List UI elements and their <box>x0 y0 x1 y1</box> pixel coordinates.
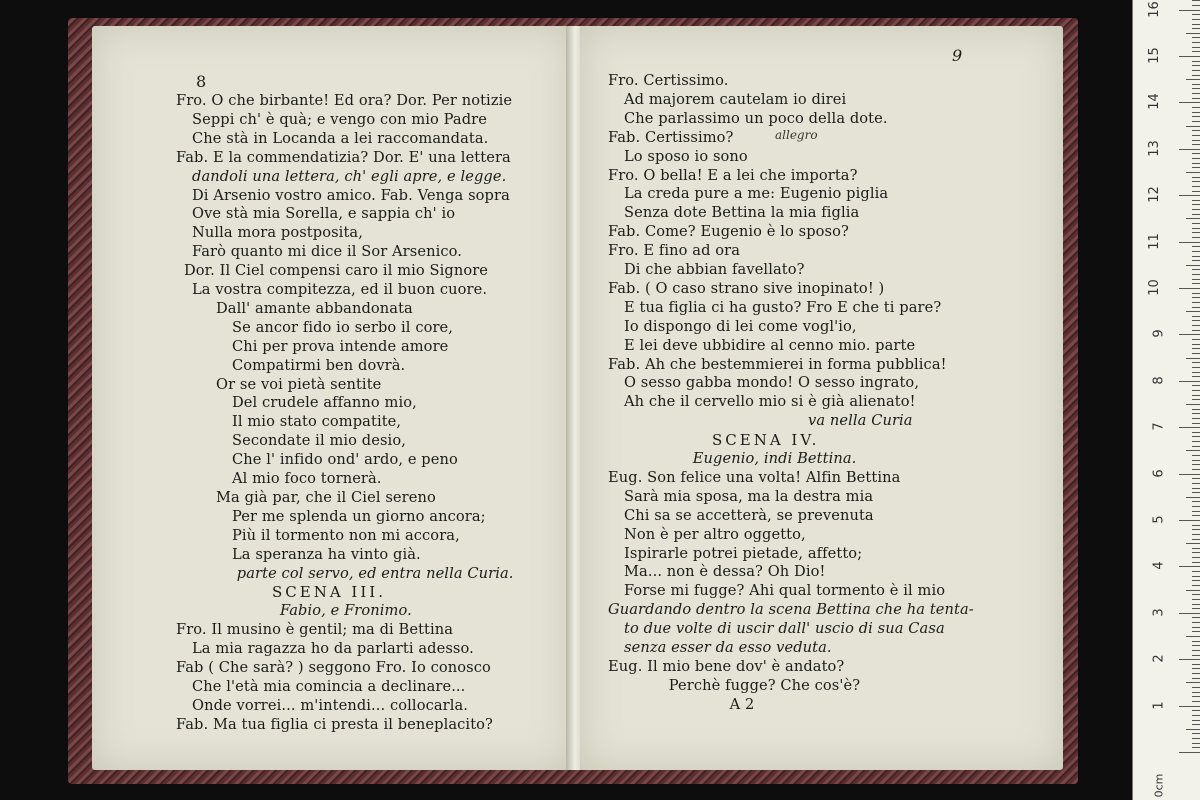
ruler-tick <box>1192 61 1200 62</box>
ruler-tick <box>1192 724 1200 725</box>
ruler-tick <box>1192 93 1200 94</box>
ruler-tick <box>1186 311 1200 312</box>
ruler-tick <box>1192 525 1200 526</box>
text-line: Fro. E fino ad ora <box>608 242 741 260</box>
text-line: Eug. Son felice una volta! Alfin Bettina <box>608 468 901 486</box>
ruler-tick <box>1186 265 1200 266</box>
ruler-tick <box>1192 738 1200 739</box>
text-line: Che l'età mia comincia a declinare... <box>192 677 466 695</box>
ruler-tick <box>1179 381 1200 382</box>
text-line: Fro. O bella! E a lei che importa? <box>608 166 858 184</box>
text-line: Fab ( Che sarà? ) seggono Fro. Io conosco <box>176 659 491 676</box>
ruler-tick <box>1192 19 1200 20</box>
text-line: to due volte di uscir dall' uscio di sua Casa <box>624 620 945 638</box>
ruler-tick <box>1192 297 1200 298</box>
ruler-tick <box>1192 436 1200 437</box>
ruler-tick <box>1192 130 1200 131</box>
ruler-tick <box>1192 413 1200 414</box>
ruler-tick <box>1192 483 1200 484</box>
ruler-tick <box>1192 320 1200 321</box>
ruler-tick <box>1192 710 1200 711</box>
text-line: Guardando dentro la scena Bettina che ha tenta- <box>608 601 974 619</box>
ruler-tick <box>1192 469 1200 470</box>
ruler-tick <box>1192 316 1200 317</box>
ruler-tick <box>1192 571 1200 572</box>
ruler-tick <box>1192 701 1200 702</box>
ruler-tick <box>1186 543 1200 544</box>
ruler-tick <box>1192 562 1200 563</box>
text-line: La speranza ha vinto già. <box>232 545 421 563</box>
ruler-tick <box>1192 348 1200 349</box>
text-line: Dall' amante abbandonata <box>216 299 413 317</box>
text-line: Fro. O che birbante! Ed ora? Dor. Per notizie <box>176 92 513 109</box>
text-line: Fro. Certissimo. <box>608 72 729 89</box>
ruler-tick <box>1192 631 1200 632</box>
ruler-tick <box>1192 330 1200 331</box>
ruler-tick <box>1192 362 1200 363</box>
ruler-tick <box>1186 79 1200 80</box>
ruler-tick <box>1179 474 1200 475</box>
handwritten-note-allegro: allegro <box>775 128 818 142</box>
ruler-tick <box>1179 195 1200 196</box>
ruler-tick <box>1192 228 1200 229</box>
ruler-tick <box>1186 682 1200 683</box>
ruler-tick <box>1192 664 1200 665</box>
ruler-label: 5 <box>1151 515 1167 524</box>
ruler-tick <box>1192 395 1200 396</box>
text-line: senza esser da esso veduta. <box>624 639 832 656</box>
ruler-tick <box>1192 339 1200 340</box>
text-line: Del crudele affanno mio, <box>232 394 417 412</box>
ruler-tick <box>1192 163 1200 164</box>
ruler-tick <box>1186 404 1200 405</box>
text-line: Eugenio, indi Bettina. <box>692 450 857 467</box>
ruler-tick <box>1186 33 1200 34</box>
ruler-tick <box>1192 645 1200 646</box>
ruler-label: 10 <box>1147 279 1163 296</box>
text-line: Che l' infido ond' ardo, e peno <box>232 451 458 469</box>
ruler-label: 15 <box>1147 47 1163 64</box>
ruler-label: 14 <box>1147 93 1163 111</box>
ruler-tick <box>1192 390 1200 391</box>
ruler-tick <box>1192 353 1200 354</box>
ruler-tick <box>1192 641 1200 642</box>
ruler-tick <box>1186 358 1200 359</box>
ruler-tick <box>1192 506 1200 507</box>
ruler-tick <box>1192 307 1200 308</box>
page-number-left: 8 <box>196 72 207 91</box>
ruler-tick <box>1192 293 1200 294</box>
text-line: Ispirarle potrei pietade, affetto; <box>624 544 863 562</box>
ruler-tick <box>1192 585 1200 586</box>
ruler-tick <box>1192 488 1200 489</box>
ruler-tick <box>1192 153 1200 154</box>
ruler-tick <box>1192 455 1200 456</box>
text-line: E tua figlia ci ha gusto? Fro E che ti pare? <box>624 298 942 316</box>
ruler-tick <box>1179 242 1200 243</box>
text-line: Al mio foco tornerà. <box>232 470 382 487</box>
ruler-tick <box>1192 84 1200 85</box>
text-line: Fab. Come? Eugenio è lo sposo? <box>608 223 849 241</box>
text-line: Perchè fugge? Che cos'è? <box>668 676 861 694</box>
ruler-tick <box>1192 302 1200 303</box>
ruler-tick <box>1192 37 1200 38</box>
text-line: Onde vorrei... m'intendi... collocarla. <box>192 696 469 714</box>
ruler-tick <box>1192 655 1200 656</box>
text-line: Fab. Ma tua figlia ci presta il beneplacito? <box>176 715 493 733</box>
left-page-text <box>92 26 572 770</box>
text-line: va nella Curia <box>808 412 913 430</box>
ruler-tick <box>1192 65 1200 66</box>
ruler-tick <box>1192 678 1200 679</box>
ruler-tick <box>1192 372 1200 373</box>
ruler-tick <box>1192 552 1200 553</box>
text-line: La vostra compitezza, ed il buon cuore. <box>192 281 488 298</box>
text-line: La creda pure a me: Eugenio piglia <box>624 185 889 203</box>
ruler-tick <box>1179 659 1200 660</box>
ruler-tick <box>1179 334 1200 335</box>
ruler-label: 11 <box>1147 232 1163 250</box>
text-line: Ad majorem cautelam io direi <box>624 90 847 108</box>
ruler-tick <box>1186 450 1200 451</box>
ruler-tick <box>1192 515 1200 516</box>
ruler-tick <box>1192 5 1200 6</box>
ruler-label: 13 <box>1147 140 1163 157</box>
text-line: O sesso gabba mondo! O sesso ingrato, <box>624 374 920 392</box>
ruler-tick <box>1192 167 1200 168</box>
text-line: Nulla mora postposita, <box>192 224 363 242</box>
ruler-tick <box>1192 344 1200 345</box>
ruler-tick <box>1192 237 1200 238</box>
ruler-tick <box>1192 47 1200 48</box>
ruler-tick <box>1192 627 1200 628</box>
ruler-tick <box>1192 283 1200 284</box>
ruler-tick <box>1192 423 1200 424</box>
ruler-tick <box>1192 617 1200 618</box>
ruler-label: 3 <box>1151 608 1167 617</box>
text-line: Fab. E la commendatizia? Dor. E' una lettera <box>176 148 511 166</box>
ruler-tick <box>1179 102 1200 103</box>
ruler-tick <box>1192 432 1200 433</box>
ruler-tick <box>1192 576 1200 577</box>
ruler-tick <box>1192 668 1200 669</box>
ruler-tick <box>1192 687 1200 688</box>
ruler-tick <box>1192 251 1200 252</box>
measurement-ruler <box>1132 0 1200 800</box>
ruler-tick <box>1192 116 1200 117</box>
ruler-tick <box>1192 177 1200 178</box>
text-line: Secondate il mio desio, <box>232 432 406 450</box>
ruler-tick <box>1192 557 1200 558</box>
ruler-label: 1 <box>1151 700 1167 710</box>
left-page <box>92 26 572 770</box>
ruler-label: 2 <box>1151 654 1167 663</box>
text-line: Dor. Il Ciel compensi caro il mio Signore <box>184 262 489 280</box>
text-line: Fro. Il musino è gentil; ma di Bettina <box>176 621 454 639</box>
text-line: Non è per altro oggetto, <box>624 525 806 543</box>
ruler-tick <box>1192 214 1200 215</box>
text-line: Lo sposo io sono <box>624 147 748 165</box>
ruler-tick <box>1192 692 1200 693</box>
ruler-tick <box>1192 269 1200 270</box>
ruler-tick <box>1192 743 1200 744</box>
text-line: parte col servo, ed entra nella Curia. <box>236 564 514 582</box>
ruler-tick <box>1192 204 1200 205</box>
ruler-tick <box>1192 42 1200 43</box>
ruler-tick <box>1179 706 1200 707</box>
right-page <box>580 26 1063 770</box>
ruler-tick <box>1192 418 1200 419</box>
ruler-tick <box>1186 218 1200 219</box>
page-number-right: 9 <box>952 46 963 65</box>
ruler-tick <box>1192 181 1200 182</box>
ruler-label: 9 <box>1151 329 1167 339</box>
ruler-tick <box>1192 24 1200 25</box>
text-line: Per me splenda un giorno ancora; <box>232 507 486 525</box>
ruler-tick <box>1192 534 1200 535</box>
ruler-tick <box>1192 260 1200 261</box>
ruler-tick <box>1192 88 1200 89</box>
ruler-tick <box>1192 274 1200 275</box>
ruler-tick <box>1192 191 1200 192</box>
ruler-tick <box>1192 501 1200 502</box>
ruler-tick <box>1192 441 1200 442</box>
text-line: Ma... non è dessa? Oh Dio! <box>624 563 826 581</box>
ruler-tick <box>1192 599 1200 600</box>
ruler-tick <box>1192 715 1200 716</box>
text-line: Senza dote Bettina la mia figlia <box>624 204 860 222</box>
ruler-tick <box>1179 752 1200 753</box>
ruler-tick <box>1186 497 1200 498</box>
ruler-label: 7 <box>1151 422 1167 431</box>
ruler-tick <box>1192 112 1200 113</box>
ruler-tick <box>1192 650 1200 651</box>
text-line: Fab. Ah che bestemmierei in forma pubblica! <box>608 355 947 373</box>
ruler-tick <box>1179 149 1200 150</box>
ruler-tick <box>1192 279 1200 280</box>
text-line: Fab. ( O caso strano sive inopinato! ) <box>608 279 885 297</box>
ruler-tick <box>1192 622 1200 623</box>
text-line: Sarà mia sposa, ma la destra mia <box>624 487 874 505</box>
ruler-tick <box>1192 98 1200 99</box>
text-line: Se ancor fido io serbo il core, <box>232 318 454 336</box>
text-line: Io dispongo di lei come vogl'io, <box>624 317 857 335</box>
text-line: Chi sa se accetterà, se prevenuta <box>624 506 874 524</box>
text-line: Ah che il cervello mio si è già alienato! <box>624 393 916 411</box>
ruler-tick <box>1186 636 1200 637</box>
text-line: Fab. Certissimo? <box>608 128 734 146</box>
ruler-tick <box>1192 107 1200 108</box>
ruler-tick <box>1192 539 1200 540</box>
ruler-tick <box>1192 70 1200 71</box>
text-line: Di che abbian favellato? <box>624 261 805 278</box>
ruler-label: 8 <box>1151 376 1167 385</box>
ruler-tick <box>1192 14 1200 15</box>
text-line: Forse mi fugge? Ahi qual tormento è il mio <box>624 582 946 600</box>
ruler-tick <box>1186 126 1200 127</box>
ruler-tick <box>1192 0 1200 1</box>
text-line: La mia ragazza ho da parlarti adesso. <box>192 640 474 658</box>
ruler-tick <box>1192 232 1200 233</box>
ruler-tick <box>1192 158 1200 159</box>
ruler-tick <box>1192 325 1200 326</box>
ruler-tick <box>1179 10 1200 11</box>
text-line: dandoli una lettera, ch' egli apre, e legge. <box>192 167 507 185</box>
ruler-tick <box>1186 590 1200 591</box>
text-line: Il mio stato compatite, <box>232 413 402 431</box>
ruler-tick <box>1192 223 1200 224</box>
ruler-label: 4 <box>1151 561 1167 571</box>
text-line: Di Arsenio vostro amico. Fab. Venga sopra <box>192 186 510 204</box>
text-line: Che stà in Locanda a lei raccomandata. <box>192 129 489 147</box>
text-line: Ma già par, che il Ciel sereno <box>216 488 436 506</box>
ruler-tick <box>1192 376 1200 377</box>
ruler-tick <box>1186 172 1200 173</box>
ruler-tick <box>1192 529 1200 530</box>
ruler-tick <box>1179 613 1200 614</box>
ruler-tick <box>1192 604 1200 605</box>
ruler-tick <box>1192 464 1200 465</box>
ruler-tick <box>1179 566 1200 567</box>
ruler-tick <box>1186 729 1200 730</box>
ruler-tick <box>1192 696 1200 697</box>
ruler-tick <box>1192 409 1200 410</box>
ruler-label: 6 <box>1151 468 1167 478</box>
ruler-tick <box>1192 478 1200 479</box>
ruler-tick <box>1192 144 1200 145</box>
ruler-tick <box>1192 460 1200 461</box>
text-line: Che parlassimo un poco della dote. <box>624 109 888 127</box>
text-line: Or se voi pietà sentite <box>216 375 382 393</box>
text-line: Seppi ch' è quà; e vengo con mio Padre <box>192 110 487 128</box>
ruler-tick <box>1192 256 1200 257</box>
ruler-label: 16 <box>1147 0 1163 18</box>
ruler-tick <box>1192 446 1200 447</box>
ruler-tick <box>1192 367 1200 368</box>
text-line: Farò quanto mi dice il Sor Arsenico. <box>192 243 462 261</box>
text-line: E lei deve ubbidire al cenno mio. parte <box>624 336 916 354</box>
text-line: A 2 <box>729 695 755 713</box>
text-line: Compatirmi ben dovrà. <box>232 356 406 374</box>
ruler-tick <box>1192 186 1200 187</box>
ruler-tick <box>1192 720 1200 721</box>
ruler-tick <box>1192 511 1200 512</box>
text-line: Fabio, e Fronimo. <box>280 602 412 620</box>
ruler-tick <box>1179 520 1200 521</box>
ruler-tick <box>1192 608 1200 609</box>
ruler-unit-label: 0cm <box>1152 773 1166 798</box>
ruler-tick <box>1179 427 1200 428</box>
ruler-tick <box>1192 140 1200 141</box>
ruler-tick <box>1192 492 1200 493</box>
ruler-tick <box>1192 200 1200 201</box>
ruler-tick <box>1192 673 1200 674</box>
text-line: Più il tormento non mi accora, <box>232 526 460 544</box>
ruler-tick <box>1192 75 1200 76</box>
ruler-tick <box>1192 121 1200 122</box>
ruler-tick <box>1192 385 1200 386</box>
ruler-tick <box>1192 580 1200 581</box>
ruler-tick <box>1192 51 1200 52</box>
ruler-tick <box>1179 288 1200 289</box>
ruler-tick <box>1192 209 1200 210</box>
text-line: Eug. Il mio bene dov' è andato? <box>608 657 845 675</box>
text-line: Chi per prova intende amore <box>232 337 449 355</box>
ruler-tick <box>1192 747 1200 748</box>
ruler-tick <box>1192 399 1200 400</box>
ruler-tick <box>1192 135 1200 136</box>
ruler-label: 12 <box>1147 186 1163 203</box>
ruler-tick <box>1192 548 1200 549</box>
ruler-tick <box>1192 28 1200 29</box>
right-page-text <box>580 26 1063 770</box>
ruler-tick <box>1192 246 1200 247</box>
ruler-tick <box>1192 594 1200 595</box>
ruler-tick <box>1192 733 1200 734</box>
text-line: SCENA III. <box>272 583 386 602</box>
text-line: SCENA IV. <box>712 431 820 450</box>
text-line: Ove stà mia Sorella, e sappia ch' io <box>192 205 456 223</box>
ruler-tick <box>1179 56 1200 57</box>
